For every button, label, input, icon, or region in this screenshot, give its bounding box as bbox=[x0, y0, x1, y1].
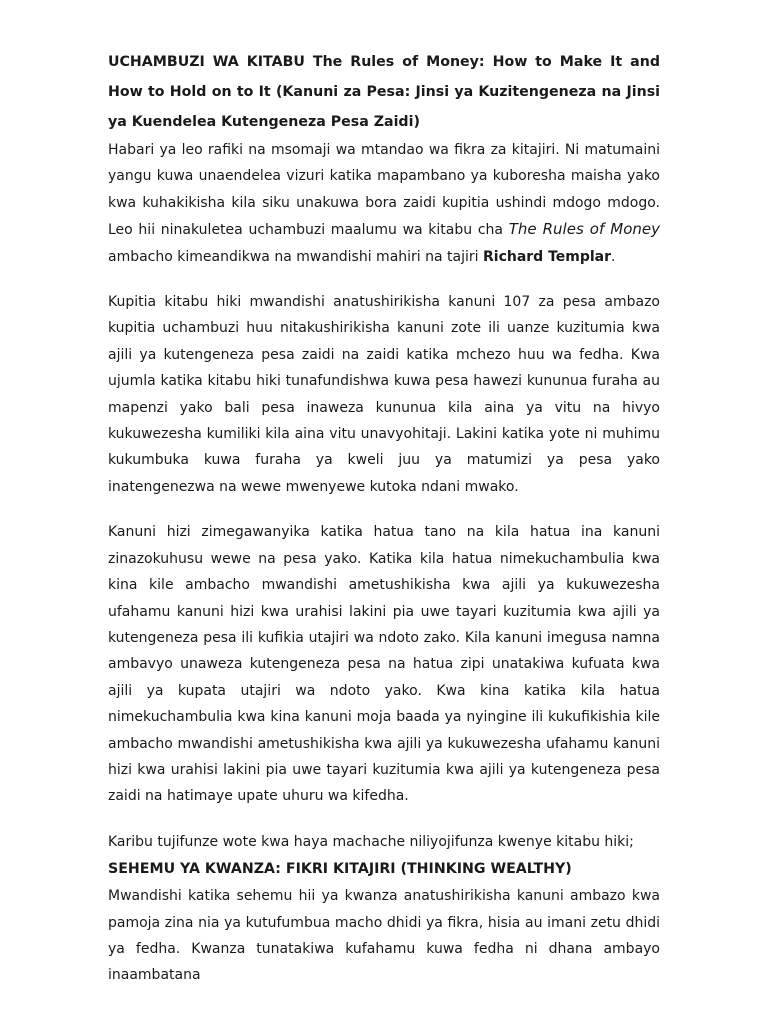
intro-end: . bbox=[611, 248, 616, 265]
intro-text-continued: ambacho kimeandikwa na mwandishi mahiri na tajiri bbox=[108, 248, 479, 265]
intro-paragraph bbox=[108, 137, 660, 270]
paragraph-welcome: Karibu tujifunze wote kwa haya machache niliyojifunza kwenye kitabu hiki; bbox=[108, 833, 634, 850]
paragraph-section-one: Mwandishi katika sehemu hii ya kwanza anatushirikisha kanuni ambazo kwa pamoja zina nia ya kutufumbua macho dhidi ya fikra, hisia au imani zetu dhidi ya fedha. Kwanza tunatakiwa kufahamu kuwa fedha ni dhana ambayo inaambatana bbox=[108, 888, 660, 984]
section-heading: SEHEMU YA KWANZA: FIKRI KITAJIRI (THINKING WEALTHY) bbox=[108, 861, 572, 878]
book-title: The Rules of Money bbox=[508, 220, 660, 239]
paragraph-rules-overview: Kupitia kitabu hiki mwandishi anatushirikisha kanuni 107 za pesa ambazo kupitia uchambuzi huu nitakushirikisha kanuni zote ili uanze kuzitumia kwa ajili ya kutengeneza pesa zaidi na zaidi katika mchezo huu wa fedha. Kwa ujumla katika kitabu hiki tunafundishwa kuwa pesa hawezi kununua furaha au mapenzi yako bali pesa inaweza kununua kila aina ya vitu na hivyo kukuwezesha kumiliki kila aina vitu unavyohitaji. Lakini katika yote ni muhimu kukumbuka kuwa furaha ya kweli juu ya matumizi ya pesa yako inatengenezwa na wewe mwenyewe kutoka ndani mwako. bbox=[108, 294, 660, 495]
document-title: UCHAMBUZI WA KITABU The Rules of Money: How to Make It and How to Hold on to It (Kanuni za Pesa: Jinsi ya Kuzitengeneza na Jinsi ya Kuendelea Kutengeneza Pesa Zaidi) bbox=[108, 54, 660, 130]
author-name: Richard Templar bbox=[482, 248, 612, 265]
intro-text: Habari ya leo rafiki na msomaji wa mtandao wa fikra za kitajiri. Ni matumaini yangu kuwa unaendelea vizuri katika mapambano ya kuboresha maisha yako kwa kuhakikisha kila siku unakuwa bora zaidi kupitia ushindi mdogo mdogo. Leo hii ninakuletea uchambuzi maalumu wa kitabu cha bbox=[108, 142, 660, 239]
paragraph-rules-stages: Kanuni hizi zimegawanyika katika hatua tano na kila hatua ina kanuni zinazokuhusu wewe na pesa yako. Katika kila hatua nimekuchambulia kwa kina kile ambacho mwandishi ametushikisha kwa ajili ya kukuwezesha ufahamu kanuni hizi kwa urahisi lakini pia uwe tayari kuzitumia kwa ajili ya kutengeneza pesa ili kufikia utajiri wa ndoto zako. Kila kanuni imegusa namna ambavyo unaweza kutengeneza pesa na hatua zipi unatakiwa kufuata kwa ajili ya kupata utajiri wa ndoto yako. Kwa kina katika kila hatua nimekuchambulia kwa kina kanuni moja baada ya nyingine ili kukufikishia kile ambacho mwandishi ametushikisha kwa ajili ya kukuwezesha ufahamu kanuni hizi kwa urahisi lakini pia uwe tayari kuzitumia kwa ajili ya kutengeneza pesa zaidi na hatimaye upate uhuru wa kifedha. bbox=[108, 524, 660, 805]
